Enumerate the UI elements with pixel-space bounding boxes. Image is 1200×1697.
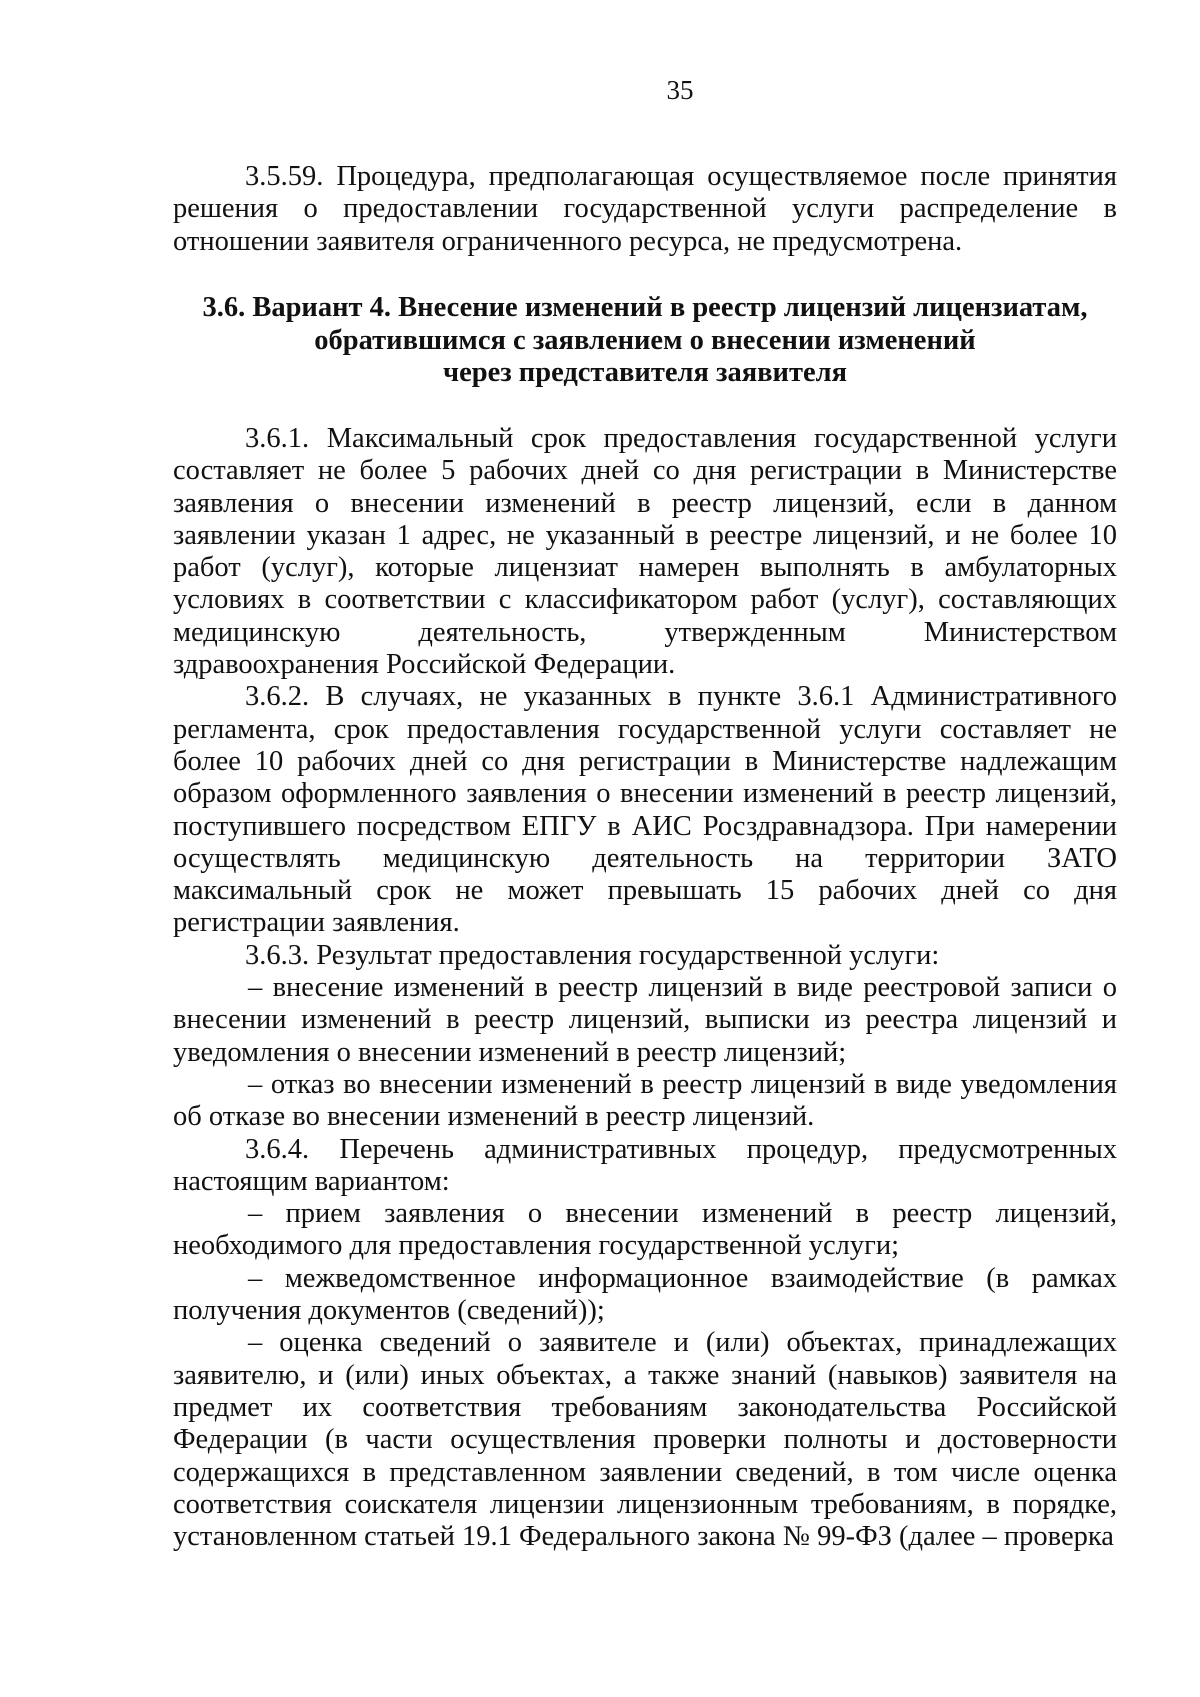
list-item-procedure-2: – межведомственное информационное взаимодействие (в рамках получения документов (сведений)); — [173, 1262, 1117, 1327]
paragraph-3-6-3: 3.6.3. Результат предоставления государственной услуги: — [245, 939, 940, 971]
list-item-result-2: – отказ во внесении изменений в реестр лицензий в виде уведомления об отказе во внесении изменений в реестр лицензий. — [173, 1068, 1117, 1133]
paragraph-3-6-4: 3.6.4. Перечень административных процедур, предусмотренных настоящим вариантом: — [173, 1133, 1117, 1197]
section-heading-line-3: через представителя заявителя — [443, 357, 847, 388]
paragraph-3-6-1: 3.6.1. Максимальный срок предоставления государственной услуги составляет не более 5 рабочих дней со дня регистрации в Министерстве заявления о внесении изменений в реестр лицензий, если в данном заявлении указан 1 адрес, не указанный в реестре лицензий, и не более 10 работ (услуг), которые лицензиат намерен выполнять в амбулаторных условиях в соответствии с классификатором работ (услуг), составляющих медицинскую деятельность, утвержденным Министерством здравоохранения Российской Федерации. — [173, 423, 1117, 681]
list-item-result-1: – внесение изменений в реестр лицензий в виде реестровой записи о внесении изменений в реестр лицензий, выписки из реестра лицензий и уведомления о внесении изменений в реестр лицензий; — [173, 972, 1117, 1068]
paragraph-3-5-59: 3.5.59. Процедура, предполагающая осуществляемое после принятия решения о предоставлении государственной услуги распределение в отношении заявителя ограниченного ресурса, не предусмотрена. — [173, 161, 1117, 257]
intro-text-block — [173, 161, 1117, 258]
section-body — [173, 423, 1117, 1553]
section-heading-line-2: обратившимся с заявлением о внесении изменений — [314, 324, 976, 356]
section-heading — [173, 292, 1117, 390]
section-heading-line-1: 3.6. Вариант 4. Внесение изменений в реестр лицензий лицензиатам, — [202, 292, 1088, 323]
paragraph-3-6-2: 3.6.2. В случаях, не указанных в пункте 3.6.1 Административного регламента, срок предоставления государственной услуги составляет не более 10 рабочих дней со дня регистрации в Министерстве надлежащим образом оформленного заявления о внесении изменений в реестр лицензий, поступившего посредством ЕПГУ в АИС Росздравнадзора. При намерении осуществлять медицинскую деятельность на территории ЗАТО максимальный срок не может превышать 15 рабочих дней со дня регистрации заявления. — [173, 681, 1117, 939]
list-item-procedure-1: – прием заявления о внесении изменений в реестр лицензий, необходимого для предоставления государственной услуги; — [173, 1198, 1117, 1262]
list-item-procedure-3: – оценка сведений о заявителе и (или) объектах, принадлежащих заявителю, и (или) иных объектах, а также знаний (навыков) заявителя на предмет их соответствия требованиям законодательства Российской Федерации (в части осуществления проверки полноты и достоверности содержащихся в представленном заявлении сведений, в том числе оценка соответствия соискателя лицензии лицензионным требованиям, в порядке, установленном статьей 19.1 Федерального закона № 99-ФЗ (далее – проверка — [173, 1327, 1117, 1553]
page-number: 35 — [666, 75, 694, 105]
